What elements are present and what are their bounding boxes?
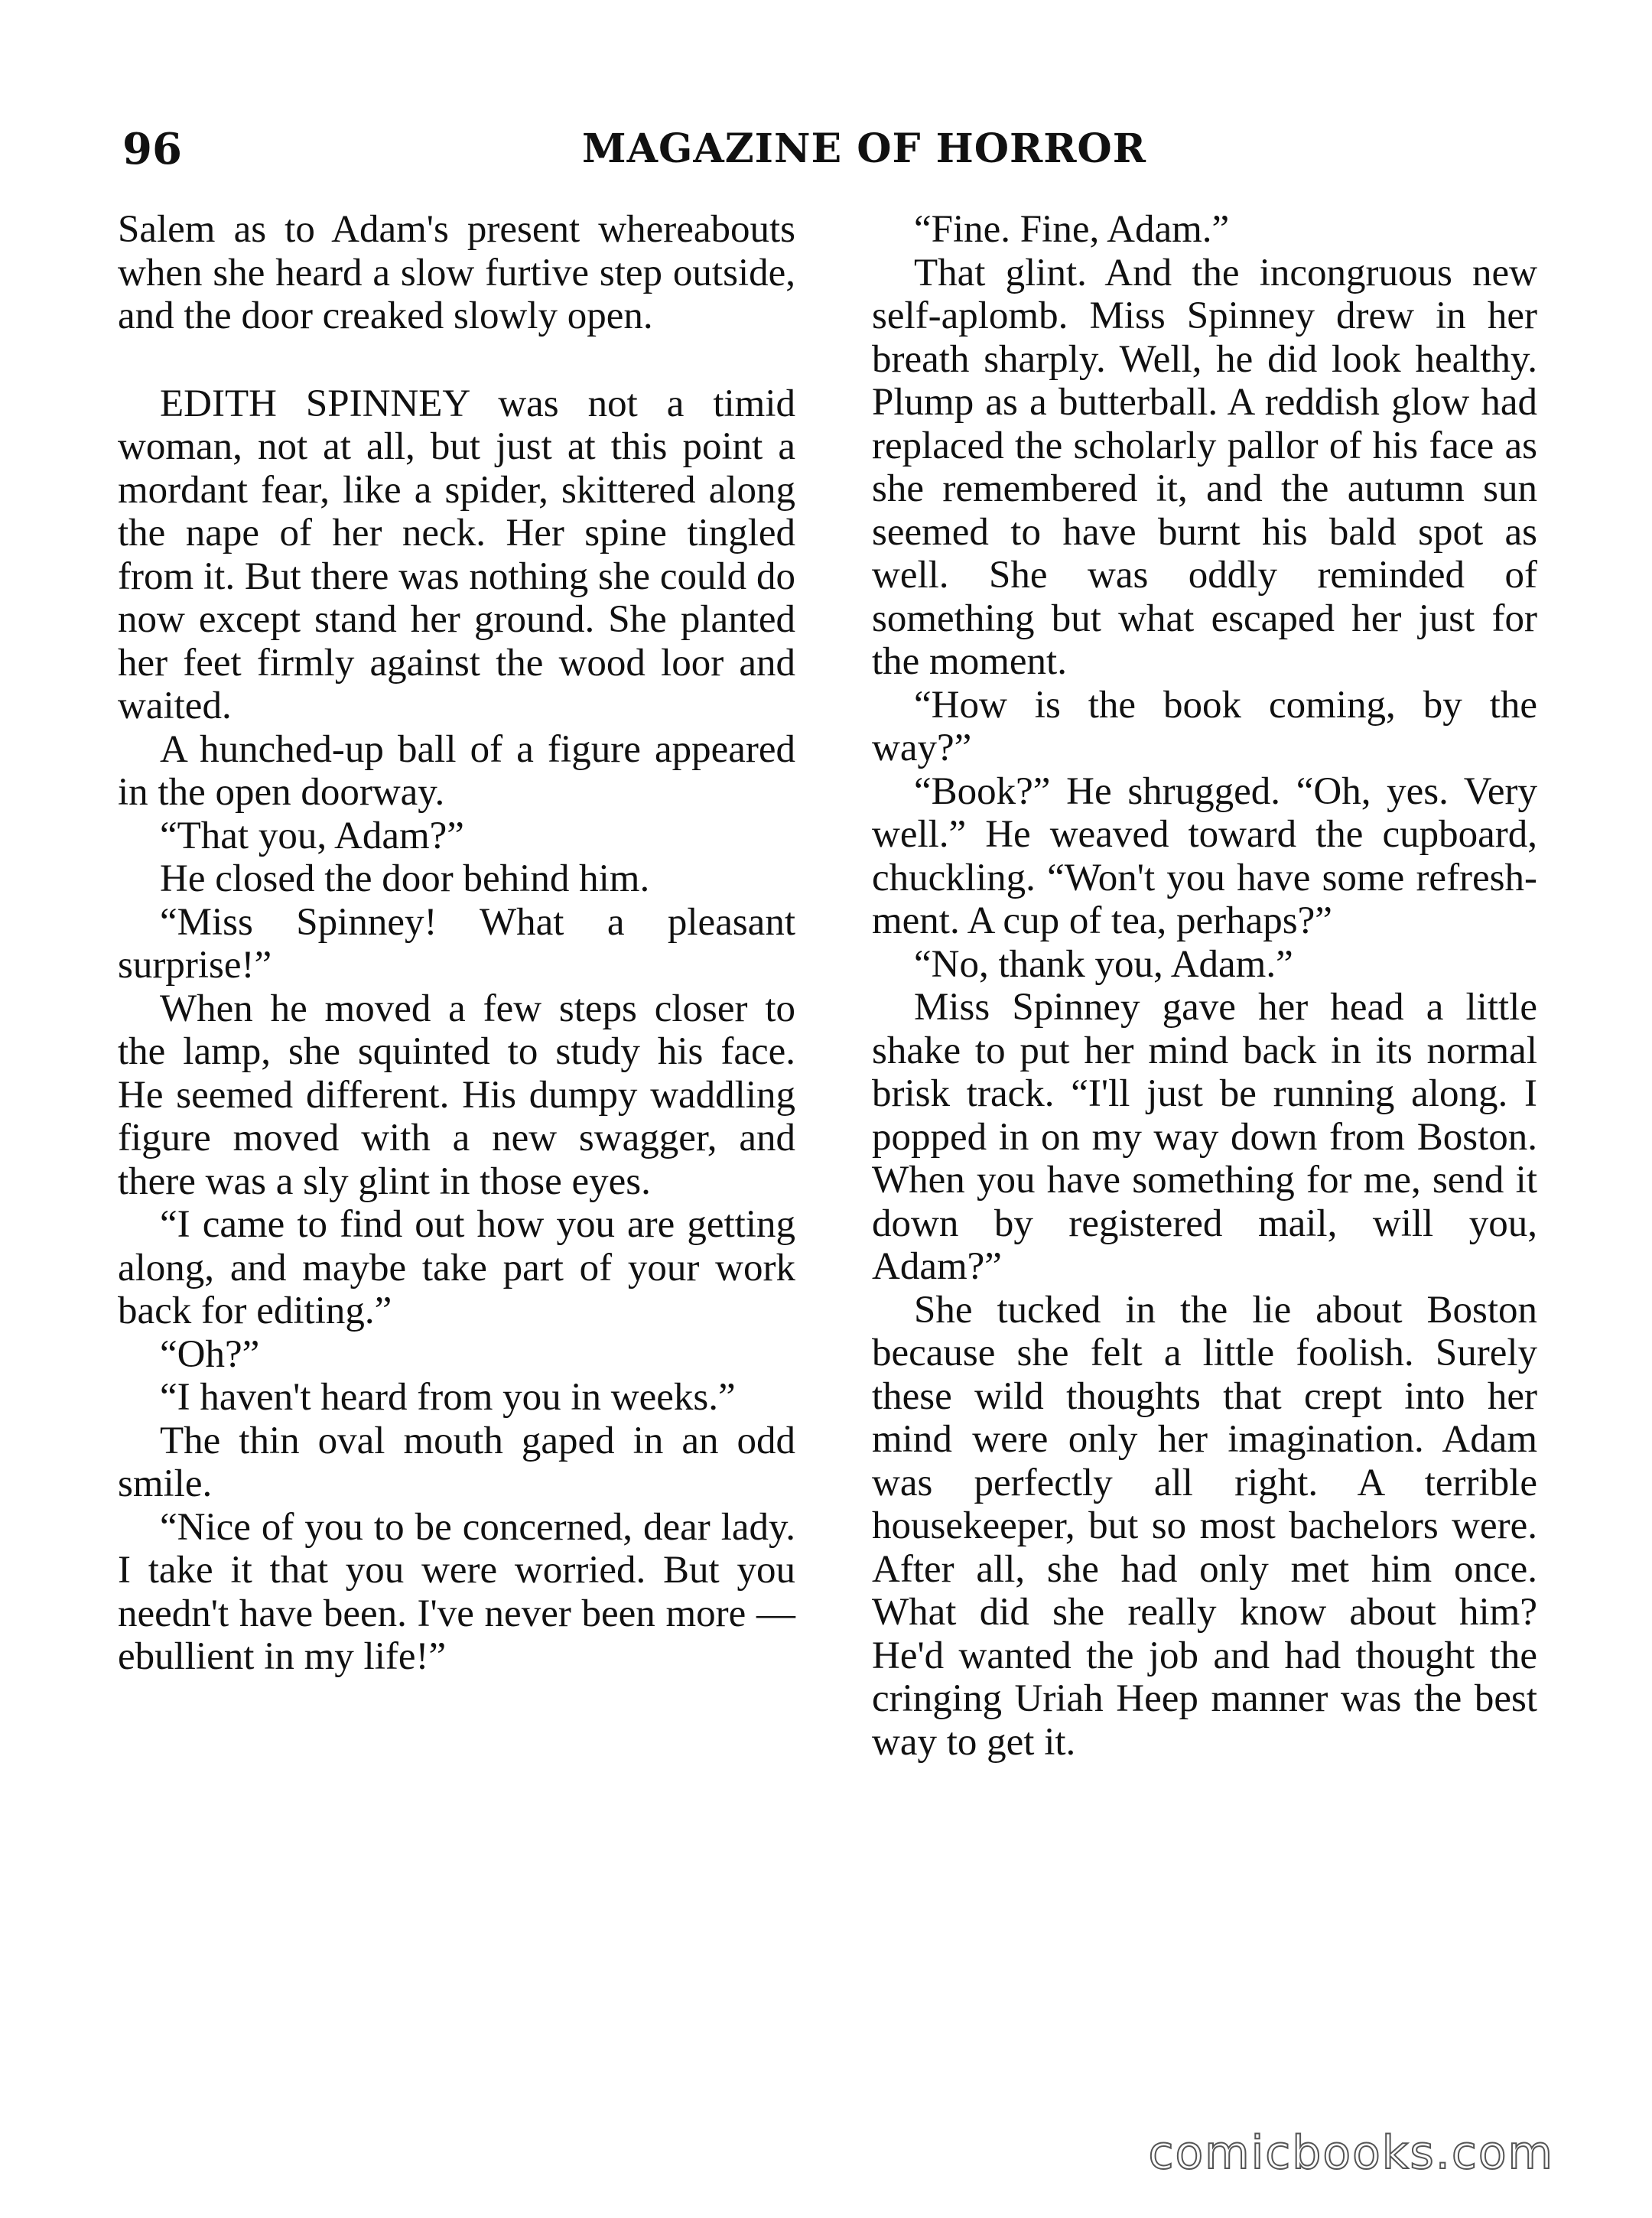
paragraph: “Fine. Fine, Adam.” [914, 208, 1230, 251]
right-column [872, 208, 1537, 1764]
paragraph: “No, thank you, Adam.” [914, 942, 1293, 986]
paragraph: “I came to find out how you are getting along, and maybe take part of your work back for editing.” [118, 1203, 795, 1332]
paragraph: Miss Spinney gave her head a little shake to put her mind back in its normal brisk track. “I'll just be running along. I popped in on my way down from Boston. When you have something for me, send it down by registered mail, will you, Adam?” [872, 986, 1537, 1288]
paragraph: The thin oval mouth gaped in an odd smile. [118, 1419, 795, 1505]
paragraph: “Nice of you to be concerned, dear lady. I take it that you were worried. But you needn't have been. I've never been more — ebullient in my life!” [118, 1505, 795, 1678]
paragraph: EDITH SPINNEY was not a timid woman, not at all, but just at this point a mordant fear, like a spider, skittered along the nape of her neck. Her spine tingled from it. But there was nothing she could do now except stand her ground. She planted her feet firmly against the wood loor and waited. [118, 382, 795, 727]
page-number: 96 [122, 124, 182, 174]
paragraph: “Miss Spinney! What a pleasant surprise!” [118, 900, 795, 987]
paragraph: A hunched-up ball of a figure appeared in the open doorway. [118, 727, 795, 814]
paragraph: Salem as to Adam's present whereabouts when she heard a slow furtive step outside, and the door creaked slowly open. [118, 208, 795, 337]
paragraph: When he moved a few steps closer to the lamp, she squinted to study his face. He seemed different. His dumpy waddling figure moved with a new swagger, and there was a sly glint in those eyes. [118, 987, 795, 1203]
left-column [118, 208, 795, 1679]
paragraph: That glint. And the incongruous new self-aplomb. Miss Spinney drew in her breath sharply. Well, he did look healthy. Plump as a butterball. A reddish glow had replaced the scholarly pallor of his face as she remembered it, and the autumn sun seemed to have burnt his bald spot as well. She was oddly reminded of something but what escaped her just for the moment. [872, 251, 1537, 683]
paragraph: “I haven't heard from you in weeks.” [160, 1376, 736, 1419]
paragraph: “That you, Adam?” [160, 814, 464, 857]
paragraph: “Book?” He shrugged. “Oh, yes. Very well.” He weaved toward the cupboard, chuckling. “Won't you have some refreshment. A cup of tea, perhaps?” [872, 769, 1537, 942]
running-head-title: MAGAZINE OF HORROR [582, 125, 1146, 172]
paragraph: She tucked in the lie about Boston because she felt a little foolish. Surely these wild thoughts that crept into her mind were only her imagination. Adam was perfectly all right. A terrible housekeeper, but so most bachelors were. After all, she had only met him once. What did she really know about him? He'd wanted the job and had thought the cringing Uriah Heep manner was the best way to get it. [872, 1288, 1537, 1764]
paragraph: “Oh?” [160, 1332, 260, 1376]
paragraph: “How is the book coming, by the way?” [872, 683, 1537, 769]
watermark: comicbooks.com [1148, 2126, 1554, 2180]
paragraph: He closed the door behind him. [160, 857, 650, 900]
